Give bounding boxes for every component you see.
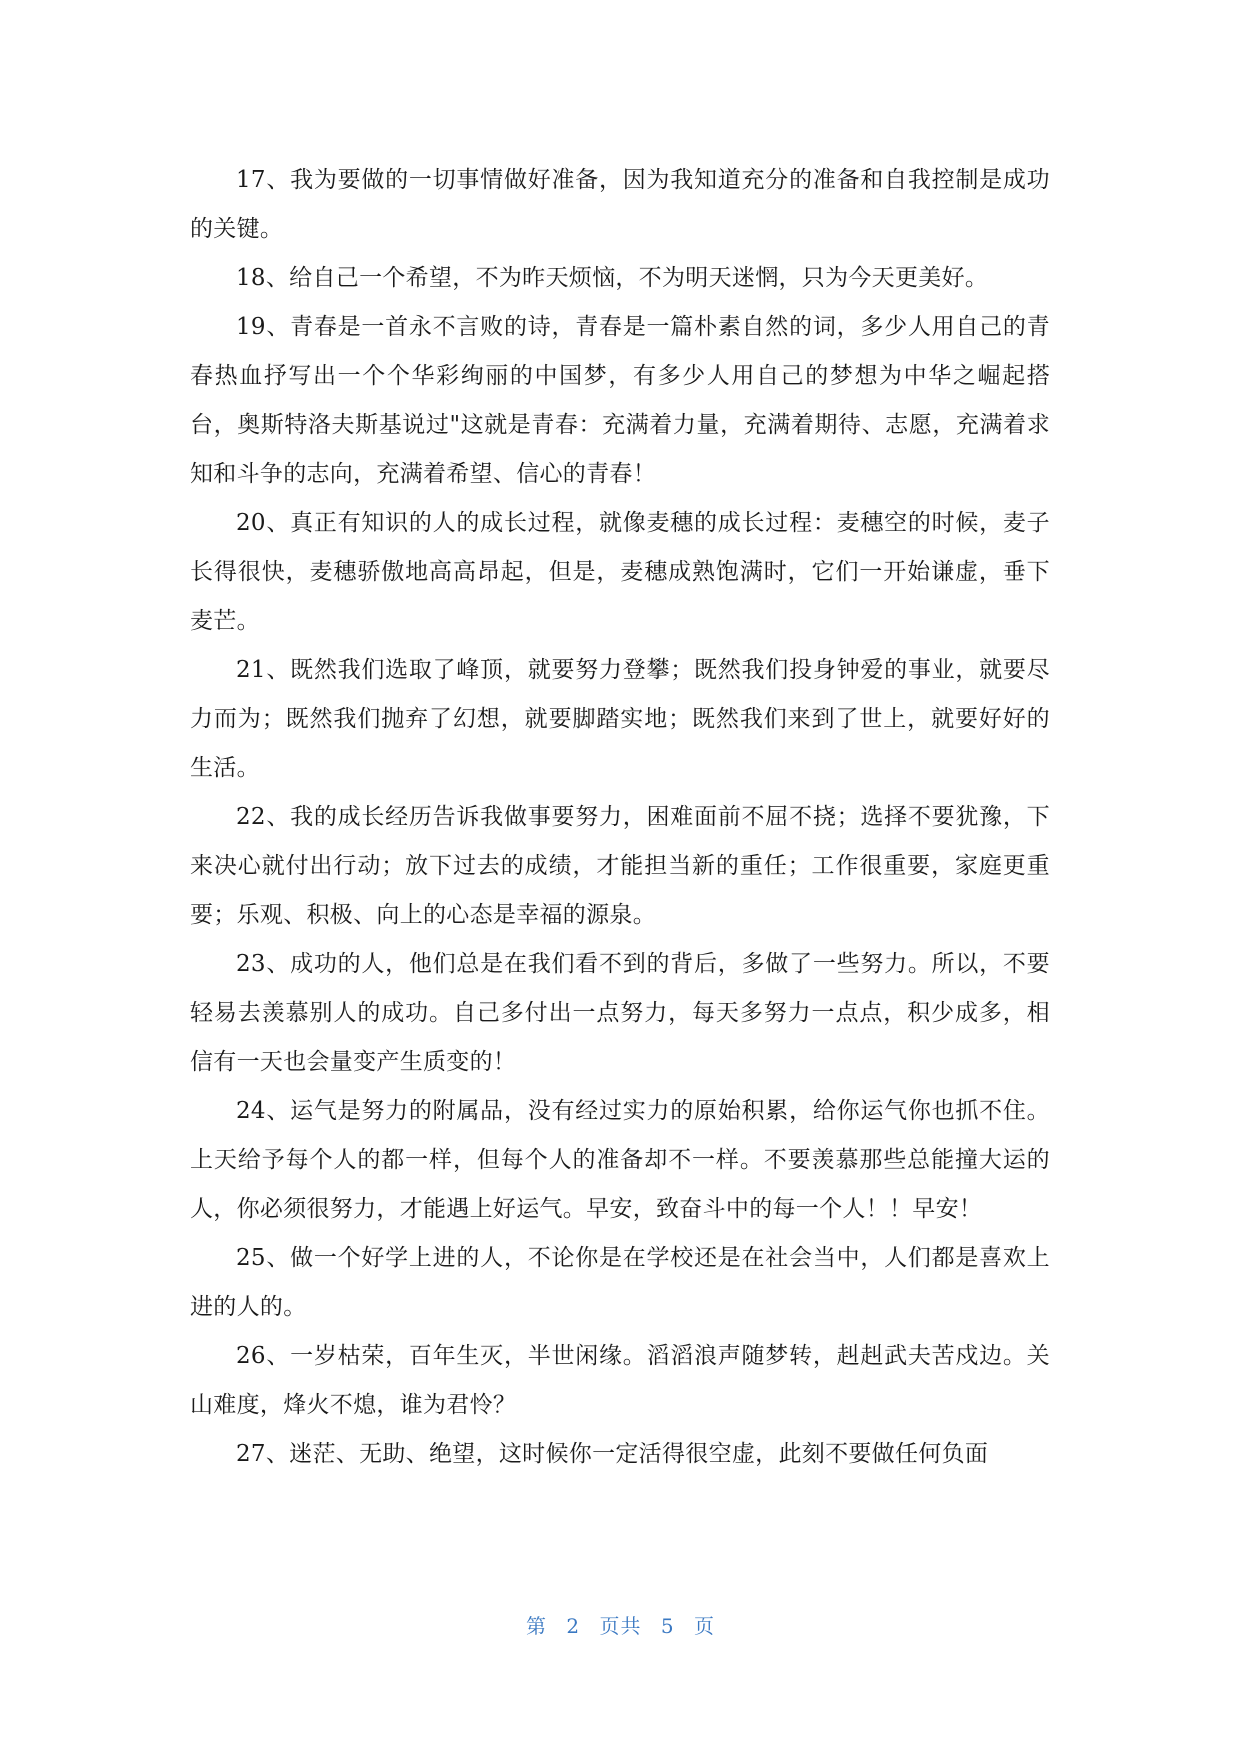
paragraph-20: 20、真正有知识的人的成长过程，就像麦穗的成长过程：麦穗空的时候，麦子长得很快，麦穗骄傲地高高昂起，但是，麦穗成熟饱满时，它们一开始谦虚，垂下麦芒。 (190, 510, 1050, 634)
footer-suffix: 页 (693, 1614, 715, 1638)
paragraph-19: 19、青春是一首永不言败的诗，青春是一篇朴素自然的词，多少人用自己的青春热血抒写出一个个华彩绚丽的中国梦，有多少人用自己的梦想为中华之崛起搭台，奥斯特洛夫斯基说过"这就是青春：充满着力量，充满着期待、志愿，充满着求知和斗争的志向，充满着希望、信心的青春！ (190, 314, 1050, 487)
paragraph-23: 23、成功的人，他们总是在我们看不到的背后，多做了一些努力。所以，不要轻易去羡慕别人的成功。自己多付出一点努力，每天多努力一点点，积少成多，相信有一天也会量变产生质变的！ (190, 951, 1050, 1075)
footer-middle: 页共 (599, 1614, 642, 1638)
footer-prefix: 第 (526, 1614, 548, 1638)
paragraph-27: 27、迷茫、无助、绝望，这时候你一定活得很空虚，此刻不要做任何负面 (236, 1441, 989, 1467)
footer-current-page: 2 (566, 1614, 581, 1638)
body-text (190, 156, 1050, 1479)
paragraph-26: 26、一岁枯荣，百年生灭，半世闲缘。滔滔浪声随梦转，赳赳武夫苦戍边。关山难度，烽火不熄，谁为君怜？ (190, 1343, 1050, 1418)
paragraph-18: 18、给自己一个希望，不为昨天烦恼，不为明天迷惘，只为今天更美好。 (236, 265, 989, 291)
paragraph-22: 22、我的成长经历告诉我做事要努力，困难面前不屈不挠；选择不要犹豫，下来决心就付出行动；放下过去的成绩，才能担当新的重任；工作很重要，家庭更重要；乐观、积极、向上的心态是幸福的源泉。 (190, 804, 1050, 928)
paragraph-24: 24、运气是努力的附属品，没有经过实力的原始积累，给你运气你也抓不住。上天给予每个人的都一样，但每个人的准备却不一样。不要羡慕那些总能撞大运的人，你必须很努力，才能遇上好运气。早安，致奋斗中的每一个人！！早安！ (190, 1098, 1050, 1222)
paragraph-17: 17、我为要做的一切事情做好准备，因为我知道充分的准备和自我控制是成功的关键。 (190, 167, 1050, 242)
paragraph-21: 21、既然我们选取了峰顶，就要努力登攀；既然我们投身钟爱的事业，就要尽力而为；既然我们抛弃了幻想，就要脚踏实地；既然我们来到了世上，就要好好的生活。 (190, 657, 1050, 781)
paragraph-25: 25、做一个好学上进的人，不论你是在学校还是在社会当中，人们都是喜欢上进的人的。 (190, 1245, 1050, 1320)
footer-total-pages: 5 (660, 1614, 675, 1638)
page-footer (0, 1610, 1241, 1639)
